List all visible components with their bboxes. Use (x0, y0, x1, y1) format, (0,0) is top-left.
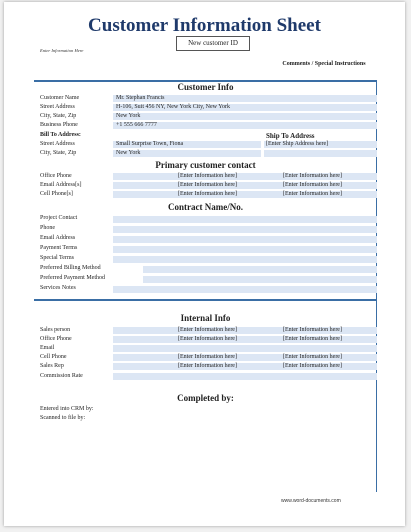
internal-cell-phone-value-1: [Enter Information here] (178, 354, 237, 360)
services-notes-field[interactable] (113, 286, 377, 293)
sales-person-value-1: [Enter Information here] (178, 327, 237, 333)
label-sales-person: Sales person (40, 327, 71, 333)
label-office-phone: Office Phone (40, 173, 72, 179)
label-city-state-zip: City, State, Zip (40, 113, 77, 119)
commission-rate-field[interactable] (113, 373, 377, 380)
project-contact-field[interactable] (113, 216, 377, 223)
label-customer-name: Customer Name (40, 95, 80, 101)
section-internal-info: Internal Info (180, 313, 231, 323)
label-contract-email: Email Address (40, 235, 76, 241)
ship-to-heading: Ship To Address (266, 132, 315, 140)
label-bill-street: Street Address (40, 141, 75, 147)
office-phone-value-1: [Enter Information here] (178, 173, 237, 179)
label-internal-office-phone: Office Phone (40, 336, 72, 342)
ship-city-field[interactable] (264, 150, 377, 157)
billing-method-field[interactable] (143, 266, 377, 273)
label-payment-method: Preferred Payment Method (40, 275, 105, 281)
contract-email-field[interactable] (113, 236, 377, 243)
special-terms-field[interactable] (113, 256, 377, 263)
label-cell-phones: Cell Phone[s] (40, 191, 73, 197)
label-services-notes: Services Notes (40, 285, 76, 291)
label-internal-email: Email (40, 345, 55, 351)
sales-rep-value-1: [Enter Information here] (178, 363, 237, 369)
payment-method-field[interactable] (143, 276, 377, 283)
label-scanned-to-file: Scanned to file by: (40, 415, 86, 421)
label-payment-terms: Payment Terms (40, 245, 78, 251)
footer-url: www.word-documents.com (281, 498, 341, 504)
internal-office-phone-value-2: [Enter Information here] (283, 336, 342, 342)
internal-email-field[interactable] (113, 345, 377, 352)
section-contract: Contract Name/No. (168, 202, 243, 212)
section-completed-by: Completed by: (177, 393, 234, 403)
frame-mid-rule (34, 299, 377, 301)
ship-address-value: [Enter Ship Address here] (266, 141, 329, 147)
label-bill-city: City, State, Zip (40, 150, 77, 156)
office-phone-value-2: [Enter Information here] (283, 173, 342, 179)
label-internal-cell-phone: Cell Phone (40, 354, 67, 360)
section-primary-contact: Primary customer contact (155, 160, 256, 170)
label-commission-rate: Commission Rate (40, 373, 83, 379)
internal-cell-phone-value-2: [Enter Information here] (283, 354, 342, 360)
email-addresses-value-1: [Enter Information here] (178, 182, 237, 188)
cell-phones-value-1: [Enter Information here] (178, 191, 237, 197)
city-state-zip-value: New York (116, 113, 141, 119)
section-customer-info: Customer Info (177, 82, 234, 92)
email-addresses-value-2: [Enter Information here] (283, 182, 342, 188)
bill-city-value: New York (116, 150, 141, 156)
business-phone-value: +1 555 666 7777 (116, 122, 157, 128)
label-billing-method: Preferred Billing Method (40, 265, 101, 271)
label-entered-into-crm: Entered into CRM by: (40, 406, 94, 412)
label-project-contact: Project Contact (40, 215, 78, 221)
contract-phone-field[interactable] (113, 226, 377, 233)
bill-street-value: Small Surprise Town, Fiona (116, 141, 184, 147)
label-sales-rep: Sales Rep (40, 363, 64, 369)
payment-terms-field[interactable] (113, 246, 377, 253)
label-email-addresses: Email Address[s] (40, 182, 82, 188)
page-title: Customer Information Sheet (88, 15, 321, 36)
sales-rep-value-2: [Enter Information here] (283, 363, 342, 369)
customer-name-value: Mr. Stephan Francis (116, 95, 165, 101)
bill-to-heading: Bill To Address: (40, 132, 81, 138)
customer-id-field[interactable]: New customer ID (176, 36, 250, 51)
city-state-zip-field[interactable] (113, 113, 377, 120)
label-business-phone: Business Phone (40, 122, 78, 128)
cell-phones-value-2: [Enter Information here] (283, 191, 342, 197)
comments-heading: Comments / Special Instructions (282, 61, 366, 67)
internal-office-phone-value-1: [Enter Information here] (178, 336, 237, 342)
enter-information-note: Enter Information Here (40, 48, 84, 53)
label-contract-phone: Phone (40, 225, 55, 231)
label-street-address: Street Address (40, 104, 75, 110)
label-special-terms: Special Terms (40, 255, 74, 261)
sales-person-value-2: [Enter Information here] (283, 327, 342, 333)
street-address-value: H-106, Suit 456 NY, New York City, New York (116, 104, 231, 110)
